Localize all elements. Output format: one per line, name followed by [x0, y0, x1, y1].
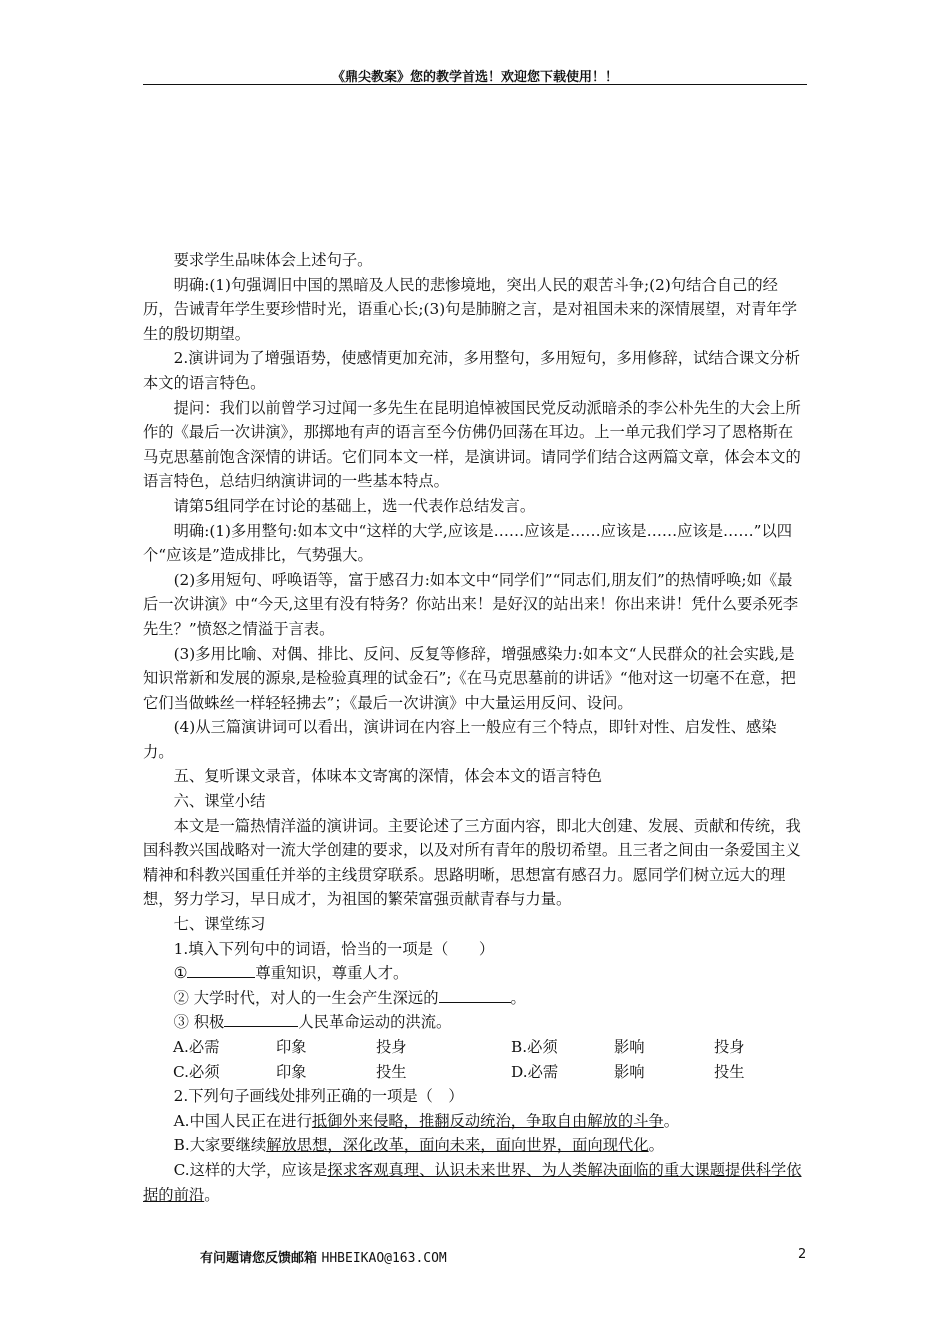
- option-text: 。: [648, 1136, 664, 1155]
- option-a-word2: 印象: [276, 1038, 307, 1056]
- option-b-word1: B.必须: [511, 1038, 558, 1056]
- option-a-word3: 投身: [376, 1038, 407, 1056]
- option-text: C.这样的大学，应该是: [173, 1160, 328, 1179]
- footer-label: 有问题请您反馈邮箱: [200, 1251, 322, 1266]
- section-heading: 七、课堂练习: [173, 915, 266, 934]
- item-text: 。: [510, 988, 526, 1007]
- header-divider: [143, 84, 807, 85]
- paragraph: 提问：我们以前曾学习过闻一多先生在昆明追悼被国民党反动派暗杀的李公朴先生的大会上所作的《最后一次讲演》，那掷地有声的语言至今仿佛仍回荡在耳边。上一单元我们学习了恩格斯在马克思墓前饱含深情的讲话。它们同本文一样，是演讲词。请同学们结合这两篇文章，体会本文的语言特色，总结归纳演讲词的一些基本特点。: [143, 398, 801, 491]
- fill-blank: [224, 1011, 298, 1027]
- item-prefix: ③ 积极: [173, 1013, 225, 1032]
- question-1-item-2: [143, 986, 807, 1011]
- paragraph: 要求学生品味体会上述句子。: [173, 251, 373, 269]
- question-2-option-b: [143, 1133, 807, 1158]
- section-heading: 六、课堂小结: [173, 792, 266, 811]
- question-2-option-a: [143, 1109, 807, 1134]
- question-2: 2.下列句子画线处排列正确的一项是（ ）: [173, 1087, 464, 1106]
- paragraph: (4)从三篇演讲词可以看出，演讲词在内容上一般应有三个特点，即针对性、启发性、感染力。: [143, 718, 777, 761]
- item-prefix: ② 大学时代，对人的一生会产生深远的: [173, 988, 439, 1007]
- underlined-text: 探求客观真理、认识未来世界、为人类解决面临的重大课题提供科学依据的前沿: [143, 1160, 802, 1204]
- page-number: 2: [798, 1247, 807, 1262]
- option-a-word1: A.必需: [173, 1038, 220, 1056]
- paragraph: 请第5组同学在讨论的基础上，选一代表作总结发言。: [173, 496, 536, 515]
- underlined-text: 解放思想，深化改革，面向未来，面向世界，面向现代化: [266, 1136, 649, 1155]
- options-row: [143, 1035, 807, 1060]
- footer-email: HHBEIKAO@163.COM: [321, 1251, 447, 1266]
- option-d-word1: D.必需: [511, 1062, 559, 1081]
- fill-blank: [187, 962, 255, 978]
- page-header: 《鼎尖教案》您的教学首选！欢迎您下载使用！！: [331, 70, 618, 85]
- option-c-word3: 投生: [376, 1062, 407, 1081]
- question-1-item-1: [143, 961, 807, 986]
- option-text: 。: [204, 1185, 220, 1204]
- section-heading: 五、复听课文录音，体味本文寄寓的深情，体会本文的语言特色: [173, 767, 602, 786]
- document-body: [143, 248, 807, 1207]
- paragraph: 2.演讲词为了增强语势，使感情更加充沛，多用整句，多用短句，多用修辞，试结合课文分析本文的语言特色。: [143, 349, 801, 392]
- option-b-word2: 影响: [614, 1038, 645, 1056]
- item-text: 人民革命运动的洪流。: [298, 1013, 452, 1032]
- underlined-text: 抵御外来侵略，推翻反动统治，争取自由解放的斗争: [311, 1111, 664, 1130]
- footer-contact: [200, 1247, 447, 1266]
- option-d-word2: 影响: [614, 1062, 645, 1081]
- option-c-word2: 印象: [276, 1062, 307, 1081]
- question-1-item-3: [143, 1010, 807, 1035]
- question-2-option-c: [143, 1158, 807, 1207]
- option-b-word3: 投身: [714, 1038, 745, 1056]
- item-text: 尊重知识，尊重人才。: [255, 964, 409, 983]
- paragraph: (3)多用比喻、对偶、排比、反问、反复等修辞，增强感染力:如本文“人民群众的社会实践,是知识常新和发展的源泉,是检验真理的试金石”;《在马克思墓前的讲话》“他对这一切毫不在意，把它们当做蛛丝一样轻轻拂去”；《最后一次讲演》中大量运用反问、设问。: [143, 644, 796, 712]
- option-text: A.中国人民正在进行: [173, 1111, 312, 1130]
- fill-blank: [439, 987, 511, 1003]
- paragraph: (2)多用短句、呼唤语等，富于感召力:如本文中“同学们”“同志们,朋友们”的热情呼唤;如《最后一次讲演》中“今天,这里有没有特务？你站出来！是好汉的站出来！你出来讲！凭什么要杀死李先生？”愤怒之情溢于言表。: [143, 570, 799, 638]
- option-c-word1: C.必须: [173, 1062, 220, 1081]
- option-d-word3: 投生: [714, 1062, 745, 1081]
- option-text: B.大家要继续: [173, 1136, 267, 1155]
- paragraph: 明确:(1)句强调旧中国的黑暗及人民的悲惨境地，突出人民的艰苦斗争;(2)句结合自己的经历，告诫青年学生要珍惜时光，语重心长;(3)句是肺腑之言，是对祖国未来的深情展望，对青年学生的殷切期望。: [143, 275, 797, 343]
- options-row: [143, 1060, 807, 1085]
- item-prefix: ①: [173, 964, 188, 983]
- question-1: 1.填入下列句中的词语，恰当的一项是（ ）: [173, 939, 495, 958]
- option-text: 。: [663, 1111, 680, 1130]
- paragraph: 明确:(1)多用整句:如本文中“这样的大学,应该是……应该是……应该是……应该是……”以四个“应该是”造成排比，气势强大。: [143, 521, 793, 565]
- paragraph: 本文是一篇热情洋溢的演讲词。主要论述了三方面内容，即北大创建、发展、贡献和传统，我国科教兴国战略对一流大学创建的要求，以及对所有青年的殷切希望。且三者之间由一条爱国主义精神和科教兴国重任并举的主线贯穿联系。思路明晰，思想富有感召力。愿同学们树立远大的理想，努力学习，早日成才，为祖国的繁荣富强贡献青春与力量。: [143, 816, 801, 909]
